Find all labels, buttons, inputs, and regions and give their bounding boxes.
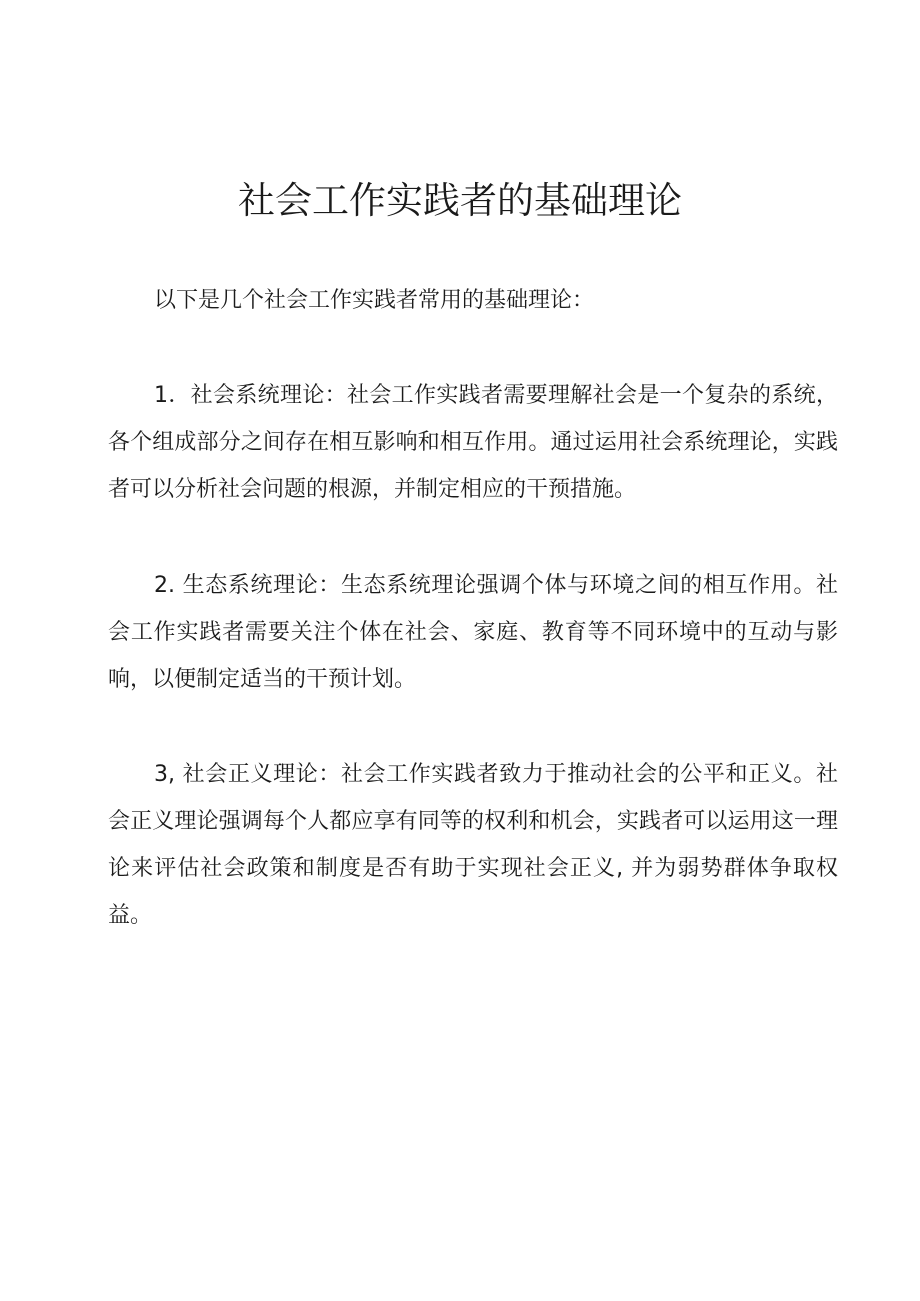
intro-paragraph: 以下是几个社会工作实践者常用的基础理论： — [154, 288, 595, 313]
theory-paragraph-3: 3, 社会正义理论：社会工作实践者致力于推动社会的公平和正义。社会正义理论强调每个人都应享有同等的权利和机会，实践者可以运用这一理论来评估社会政策和制度是否有助于实现社会正义, 并为弱势群体争取权益。 — [108, 762, 838, 928]
theory-paragraph-1: 1．社会系统理论：社会工作实践者需要理解社会是一个复杂的系统，各个组成部分之间存在相互影响和相互作用。通过运用社会系统理论，实践者可以分析社会问题的根源，并制定相应的干预措施。 — [108, 383, 838, 502]
page-title: 社会工作实践者的基础理论 — [238, 179, 682, 222]
theory-paragraph-2: 2. 生态系统理论：生态系统理论强调个体与环境之间的相互作用。社会工作实践者需要关注个体在社会、家庭、教育等不同环境中的互动与影响，以便制定适当的干预计划。 — [108, 573, 838, 692]
